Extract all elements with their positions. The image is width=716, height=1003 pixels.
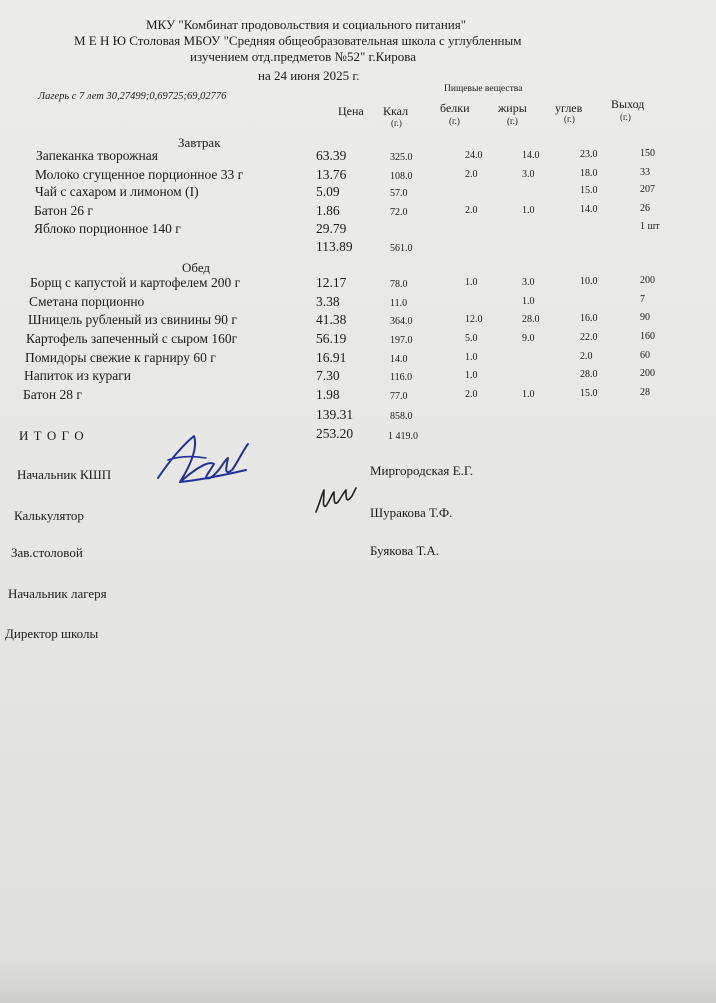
yield-cell: 200 bbox=[640, 368, 655, 379]
price-cell: 5.09 bbox=[316, 184, 340, 200]
protein-cell: 5.0 bbox=[465, 333, 478, 344]
carbs-cell: 10.0 bbox=[580, 276, 598, 287]
protein-cell: 24.0 bbox=[465, 150, 483, 161]
protein-cell: 1.0 bbox=[465, 277, 478, 288]
name-head-kshp: Миргородская Е.Г. bbox=[370, 463, 474, 478]
carbs-unit: (г.) bbox=[564, 114, 575, 124]
price-cell: 1.86 bbox=[316, 202, 340, 218]
role-calculator: Калькулятор bbox=[14, 508, 84, 523]
yield-cell: 1 шт bbox=[640, 221, 660, 233]
protein-cell: 12.0 bbox=[465, 314, 483, 325]
grand-total-kcal: 1 419.0 bbox=[388, 431, 418, 442]
yield-cell: 160 bbox=[640, 331, 655, 342]
carbs-cell: 28.0 bbox=[580, 369, 598, 380]
dish-name: Чай с сахаром и лимоном (I) bbox=[35, 184, 199, 200]
yield-unit: (г.) bbox=[620, 112, 631, 122]
fat-cell: 1.0 bbox=[522, 389, 535, 400]
carbs-cell: 16.0 bbox=[580, 313, 598, 324]
kcal-cell: 116.0 bbox=[390, 372, 413, 383]
kcal-cell: 57.0 bbox=[390, 188, 408, 200]
price-cell: 41.38 bbox=[316, 312, 347, 327]
carbs-cell: 2.0 bbox=[580, 351, 593, 362]
dish-name: Шницель рубленый из свинины 90 г bbox=[28, 312, 237, 327]
protein-unit: (г.) bbox=[449, 116, 460, 126]
handwritten-signature-head-kshp bbox=[150, 430, 260, 495]
yield-cell: 28 bbox=[640, 387, 650, 398]
kcal-column-header: Ккал bbox=[383, 104, 409, 118]
protein-cell: 1.0 bbox=[465, 370, 478, 381]
fat-cell: 1.0 bbox=[522, 204, 535, 216]
dish-name: Помидоры свежие к гарниру 60 г bbox=[25, 350, 216, 365]
school-name: изучением отд.предметов №52" г.Кирова bbox=[190, 49, 416, 64]
protein-column-header: белки bbox=[440, 101, 470, 115]
fat-column-header: жиры bbox=[498, 101, 527, 115]
carbs-cell: 18.0 bbox=[580, 167, 598, 179]
role-director: Директор школы bbox=[5, 626, 99, 641]
kcal-cell: 14.0 bbox=[390, 354, 408, 365]
dish-name: Яблоко порционное 140 г bbox=[34, 221, 181, 237]
breakfast-title: Завтрак bbox=[178, 135, 221, 150]
yield-cell: 150 bbox=[640, 148, 655, 159]
dish-name: Борщ с капустой и картофелем 200 г bbox=[30, 275, 241, 290]
dish-name: Напиток из кураги bbox=[24, 368, 131, 383]
dish-name: Батон 26 г bbox=[34, 202, 93, 218]
fat-cell: 1.0 bbox=[522, 296, 535, 307]
yield-cell: 33 bbox=[640, 166, 650, 178]
price-cell: 12.17 bbox=[316, 275, 347, 290]
yield-cell: 207 bbox=[640, 184, 655, 196]
protein-cell: 2.0 bbox=[465, 204, 478, 216]
carbs-cell: 15.0 bbox=[580, 185, 598, 197]
breakfast-total-price: 113.89 bbox=[316, 239, 353, 254]
price-cell: 56.19 bbox=[316, 331, 347, 346]
handwritten-signature-calculator bbox=[312, 482, 360, 518]
kcal-cell: 11.0 bbox=[390, 298, 408, 309]
role-canteen-head: Зав.столовой bbox=[11, 545, 83, 560]
dish-name: Картофель запеченный с сыром 160г bbox=[26, 331, 238, 346]
fat-cell: 3.0 bbox=[522, 168, 535, 180]
price-cell: 63.39 bbox=[316, 148, 347, 163]
kcal-cell: 78.0 bbox=[390, 279, 408, 290]
yield-cell: 60 bbox=[640, 350, 650, 361]
breakfast-total-kcal: 561.0 bbox=[390, 243, 413, 254]
carbs-cell: 23.0 bbox=[580, 149, 598, 160]
price-cell: 3.38 bbox=[316, 294, 340, 309]
dish-name: Батон 28 г bbox=[23, 387, 82, 402]
camp-info: Лагерь с 7 лет 30,27499;0,69725;69,02776 bbox=[38, 91, 227, 102]
yield-cell: 200 bbox=[640, 275, 655, 286]
grand-total-price: 253.20 bbox=[316, 426, 354, 441]
menu-date: на 24 июня 2025 г. bbox=[258, 68, 360, 83]
protein-cell: 2.0 bbox=[465, 168, 478, 180]
fat-cell: 3.0 bbox=[522, 277, 535, 288]
lunch-total-price: 139.31 bbox=[316, 407, 354, 422]
carbs-cell: 15.0 bbox=[580, 388, 598, 399]
price-cell: 16.91 bbox=[316, 350, 347, 365]
kcal-cell: 77.0 bbox=[390, 391, 408, 402]
carbs-cell: 14.0 bbox=[580, 203, 598, 215]
kcal-unit: (г.) bbox=[391, 118, 402, 128]
carbs-cell: 22.0 bbox=[580, 332, 598, 343]
price-column-header: Цена bbox=[338, 104, 364, 118]
protein-cell: 1.0 bbox=[465, 352, 478, 363]
fat-cell: 14.0 bbox=[522, 150, 540, 161]
yield-cell: 26 bbox=[640, 202, 650, 214]
yield-column-header: Выход bbox=[611, 97, 645, 111]
price-cell: 7.30 bbox=[316, 368, 340, 383]
lunch-total-kcal: 858.0 bbox=[390, 411, 413, 422]
fat-unit: (г.) bbox=[507, 116, 518, 126]
role-camp-head: Начальник лагеря bbox=[8, 586, 107, 601]
price-cell: 13.76 bbox=[316, 166, 347, 182]
lunch-title: Обед bbox=[182, 260, 211, 275]
kcal-cell: 197.0 bbox=[390, 335, 413, 346]
price-cell: 1.98 bbox=[316, 387, 340, 402]
dish-name: Молоко сгущенное порционное 33 г bbox=[35, 166, 244, 182]
role-head-kshp: Начальник КШП bbox=[17, 467, 112, 482]
kcal-cell: 72.0 bbox=[390, 206, 408, 218]
dish-name: Сметана порционно bbox=[29, 294, 145, 309]
protein-cell: 2.0 bbox=[465, 389, 478, 400]
name-canteen-head: Буякова Т.А. bbox=[370, 543, 439, 558]
nutrients-group-header: Пищевые вещества bbox=[444, 84, 523, 94]
org-name: МКУ "Комбинат продовольствия и социального питания" bbox=[146, 17, 467, 32]
yield-cell: 90 bbox=[640, 312, 650, 323]
name-calculator: Шуракова Т.Ф. bbox=[370, 505, 453, 520]
carbs-column-header: углев bbox=[555, 101, 583, 115]
kcal-cell: 364.0 bbox=[390, 316, 413, 327]
yield-cell: 7 bbox=[640, 294, 645, 305]
kcal-cell: 325.0 bbox=[390, 152, 413, 163]
dish-name: Запеканка творожная bbox=[36, 148, 158, 163]
menu-title: М Е Н Ю Столовая МБОУ "Средняя общеобразовательная школа с углубленным bbox=[74, 33, 522, 48]
fat-cell: 28.0 bbox=[522, 314, 540, 325]
kcal-cell: 108.0 bbox=[390, 170, 413, 182]
fat-cell: 9.0 bbox=[522, 333, 535, 344]
price-cell: 29.79 bbox=[316, 221, 347, 237]
grand-total-label: И Т О Г О bbox=[19, 428, 85, 443]
